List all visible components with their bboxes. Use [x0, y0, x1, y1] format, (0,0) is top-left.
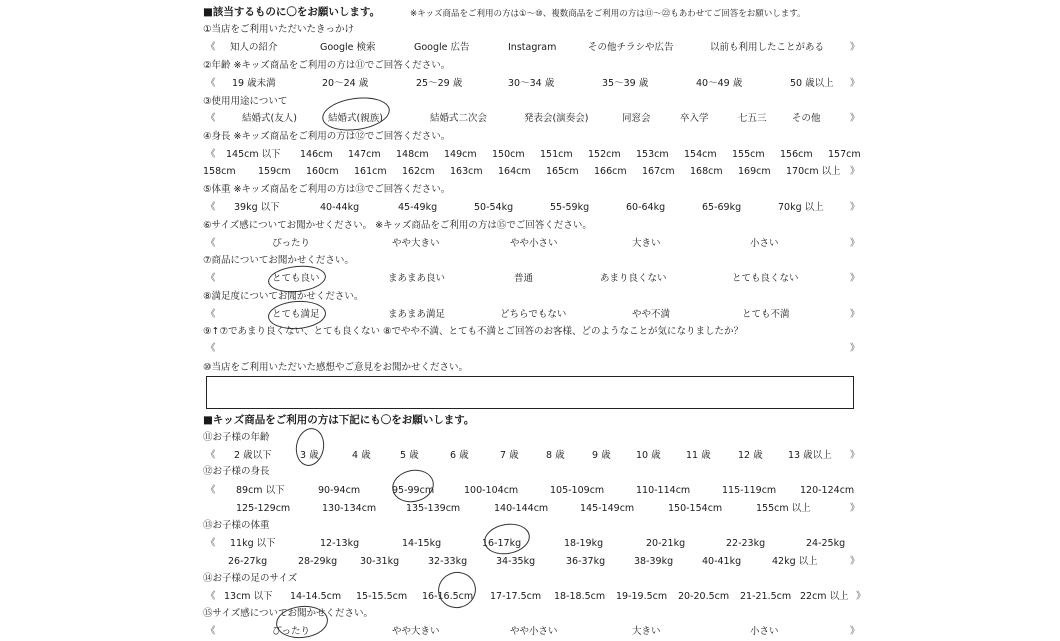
q15-option[interactable]: 小さい [750, 626, 779, 637]
q4-option[interactable]: 148cm [396, 149, 429, 160]
q5-label: ⑤体重 ※キッズ商品をご利用の方は⑬でご回答ください。 [203, 184, 451, 195]
q7-open-bracket: 《 [206, 273, 216, 284]
q2-option[interactable]: 40〜49 歳 [696, 78, 743, 89]
q14-option[interactable]: 16-16.5cm [422, 591, 474, 602]
q3-option[interactable]: 結婚式(友人) [242, 113, 297, 124]
q10-label: ⑩当店をご利用いただいた感想やご意見をお聞かせください。 [203, 362, 469, 373]
q4-option[interactable]: 169cm [738, 166, 771, 177]
q3-option[interactable]: その他 [792, 113, 821, 124]
q12-option[interactable]: 145-149cm [580, 503, 635, 514]
q4-option[interactable]: 153cm [636, 149, 669, 160]
q2-option[interactable]: 30〜34 歳 [508, 78, 555, 89]
q5-option[interactable]: 50-54kg [474, 202, 514, 213]
q12-option[interactable]: 130-134cm [322, 503, 377, 514]
q7-close-bracket: 》 [850, 273, 860, 284]
q11-option[interactable]: 12 歳 [738, 450, 763, 461]
q4-option[interactable]: 160cm [306, 166, 339, 177]
q7-option[interactable]: あまり良くない [600, 273, 667, 284]
q8-option[interactable]: やや不満 [632, 309, 671, 320]
q3-open-bracket: 《 [206, 113, 216, 124]
q2-option[interactable]: 35〜39 歳 [602, 78, 649, 89]
q15-option[interactable]: ぴったり [272, 626, 311, 637]
q12-option[interactable]: 115-119cm [722, 485, 777, 496]
q6-option[interactable]: 小さい [750, 238, 779, 249]
q12-option[interactable]: 105-109cm [550, 485, 605, 496]
q3-option[interactable]: 結婚式二次会 [430, 113, 488, 124]
q11-option[interactable]: 2 歳以下 [234, 450, 272, 461]
q1-option[interactable]: Google 検索 [320, 42, 376, 53]
q13-option[interactable]: 22-23kg [726, 538, 766, 549]
q1-close-bracket: 》 [850, 42, 860, 53]
q5-option[interactable]: 70kg 以上 [778, 202, 824, 213]
q4-option[interactable]: 166cm [594, 166, 627, 177]
q8-option[interactable]: まあまあ満足 [388, 309, 446, 320]
q5-option[interactable]: 45-49kg [398, 202, 438, 213]
q13-option[interactable]: 42kg 以上 [772, 556, 818, 567]
q9-open-bracket: 《 [206, 343, 216, 354]
q4-option[interactable]: 161cm [354, 166, 387, 177]
q2-option[interactable]: 25〜29 歳 [416, 78, 463, 89]
q15-close-bracket: 》 [850, 626, 860, 637]
q11-option[interactable]: 8 歳 [546, 450, 565, 461]
q9-label: ⑨↑⑦であまり良くない、とても良くない ⑧でやや不満、とても不満とご回答のお客様、どのようなことが気になりましたか？ [203, 326, 744, 337]
q5-option[interactable]: 60-64kg [626, 202, 666, 213]
q13-option[interactable]: 20-21kg [646, 538, 686, 549]
q13-option[interactable]: 38-39kg [634, 556, 674, 567]
q12-option[interactable]: 89cm 以下 [236, 485, 285, 496]
q7-option[interactable]: 普通 [514, 273, 534, 284]
q12-option[interactable]: 100-104cm [464, 485, 519, 496]
q5-option[interactable]: 40-44kg [320, 202, 360, 213]
q13-option[interactable]: 28-29kg [298, 556, 338, 567]
q12-option[interactable]: 155cm 以上 [756, 503, 811, 514]
q13-option[interactable]: 11kg 以下 [230, 538, 276, 549]
q4-option[interactable]: 164cm [498, 166, 531, 177]
q8-open-bracket: 《 [206, 309, 216, 320]
q14-option[interactable]: 15-15.5cm [356, 591, 408, 602]
q13-open-bracket: 《 [206, 538, 216, 549]
q6-option[interactable]: やや小さい [510, 238, 558, 249]
q11-option[interactable]: 13 歳以上 [788, 450, 832, 461]
q8-close-bracket: 》 [850, 309, 860, 320]
q3-option[interactable]: 卒入学 [680, 113, 709, 124]
q3-option[interactable]: 結婚式(親族) [328, 113, 383, 124]
q15-option[interactable]: やや小さい [510, 626, 558, 637]
q4-option[interactable]: 167cm [642, 166, 675, 177]
q1-label: ①当店をご利用いただいたきっかけ [203, 24, 355, 35]
q3-label: ③使用用途について [203, 96, 288, 107]
q11-option[interactable]: 10 歳 [636, 450, 661, 461]
q13-option[interactable]: 12-13kg [320, 538, 360, 549]
q4-option[interactable]: 163cm [450, 166, 483, 177]
q13-option[interactable]: 14-15kg [402, 538, 442, 549]
q4-option[interactable]: 170cm 以上 [786, 166, 841, 177]
q14-label: ⑭お子様の足のサイズ [203, 573, 298, 584]
q5-option[interactable]: 39kg 以下 [234, 202, 280, 213]
kids-section-title: ■キッズ商品をご利用の方は下記にも〇をお願いします。 [203, 414, 475, 426]
q7-option[interactable]: とても良くない [732, 273, 799, 284]
q4-label: ④身長 ※キッズ商品をご利用の方は⑫でご回答ください。 [203, 131, 451, 142]
q11-option[interactable]: 6 歳 [450, 450, 469, 461]
q6-option[interactable]: 大きい [632, 238, 661, 249]
q11-option[interactable]: 11 歳 [686, 450, 711, 461]
q4-option[interactable]: 151cm [540, 149, 573, 160]
q4-option[interactable]: 155cm [732, 149, 765, 160]
q4-option[interactable]: 168cm [690, 166, 723, 177]
q13-option[interactable]: 34-35kg [496, 556, 536, 567]
q12-option[interactable]: 120-124cm [800, 485, 855, 496]
q2-option[interactable]: 20〜24 歳 [322, 78, 369, 89]
q13-option[interactable]: 18-19kg [564, 538, 604, 549]
q3-option[interactable]: 同窓会 [622, 113, 651, 124]
q13-option[interactable]: 40-41kg [702, 556, 742, 567]
q4-option[interactable]: 154cm [684, 149, 717, 160]
q4-option[interactable]: 157cm [828, 149, 861, 160]
q1-option[interactable]: その他チラシや広告 [588, 42, 674, 53]
q13-option[interactable]: 26-27kg [228, 556, 268, 567]
q4-close-bracket: 》 [850, 166, 860, 177]
q14-option[interactable]: 22cm 以上 [800, 591, 849, 602]
q15-label: ⑮サイズ感についてお聞かせください。 [203, 608, 374, 619]
q11-close-bracket: 》 [850, 450, 860, 461]
survey-title: ■該当するものに〇をお願いします。 [203, 6, 381, 18]
q4-option[interactable]: 146cm [300, 149, 333, 160]
q11-open-bracket: 《 [206, 450, 216, 461]
q6-option[interactable]: やや大きい [392, 238, 440, 249]
q8-option[interactable]: どちらでもない [500, 309, 567, 320]
q13-option[interactable]: 30-31kg [360, 556, 400, 567]
q4-option[interactable]: 156cm [780, 149, 813, 160]
q14-option[interactable]: 19-19.5cm [616, 591, 668, 602]
q13-label: ⑬お子様の体重 [203, 520, 270, 531]
q5-open-bracket: 《 [206, 202, 216, 213]
q2-open-bracket: 《 [206, 78, 216, 89]
q2-close-bracket: 》 [850, 78, 860, 89]
q2-option[interactable]: 50 歳以上 [790, 78, 834, 89]
q8-label: ⑧満足度についてお聞かせください。 [203, 291, 364, 302]
q7-option[interactable]: まあまあ良い [388, 273, 446, 284]
q14-option[interactable]: 17-17.5cm [490, 591, 542, 602]
q5-option[interactable]: 55-59kg [550, 202, 590, 213]
q11-option[interactable]: 4 歳 [352, 450, 371, 461]
q6-label: ⑥サイズ感についてお聞かせください。 ※キッズ商品をご利用の方は⑮でご回答ください。 [203, 220, 592, 231]
q4-open-bracket: 《 [206, 149, 216, 160]
q1-option[interactable]: 以前も利用したことがある [710, 42, 825, 53]
q1-option[interactable]: Instagram [508, 42, 557, 53]
q12-option[interactable]: 125-129cm [236, 503, 291, 514]
q14-option[interactable]: 20-20.5cm [678, 591, 730, 602]
q5-option[interactable]: 65-69kg [702, 202, 742, 213]
q9-close-bracket: 》 [850, 343, 860, 354]
q8-option[interactable]: とても満足 [272, 309, 320, 320]
q13-option[interactable]: 32-33kg [428, 556, 468, 567]
q1-option[interactable]: Google 広告 [414, 42, 470, 53]
q10-feedback-box[interactable] [206, 376, 854, 409]
q13-close-bracket: 》 [850, 556, 860, 567]
q12-open-bracket: 《 [206, 485, 216, 496]
q13-option[interactable]: 24-25kg [806, 538, 846, 549]
q15-option[interactable]: やや大きい [392, 626, 440, 637]
q1-option[interactable]: 知人の紹介 [230, 42, 278, 53]
q11-option[interactable]: 9 歳 [592, 450, 611, 461]
q7-option[interactable]: とても良い [272, 273, 320, 284]
q11-option[interactable]: 7 歳 [500, 450, 519, 461]
q12-option[interactable]: 140-144cm [494, 503, 549, 514]
q3-close-bracket: 》 [850, 113, 860, 124]
q14-option[interactable]: 18-18.5cm [554, 591, 606, 602]
q6-open-bracket: 《 [206, 238, 216, 249]
q4-option[interactable]: 159cm [258, 166, 291, 177]
q15-option[interactable]: 大きい [632, 626, 661, 637]
q12-option[interactable]: 90-94cm [318, 485, 361, 496]
q4-option[interactable]: 145cm 以下 [226, 149, 281, 160]
q14-open-bracket: 《 [206, 591, 216, 602]
q7-label: ⑦商品についてお聞かせください。 [203, 255, 354, 266]
q4-option[interactable]: 150cm [492, 149, 525, 160]
q12-close-bracket: 》 [850, 503, 860, 514]
q14-option[interactable]: 21-21.5cm [740, 591, 792, 602]
q5-close-bracket: 》 [850, 202, 860, 213]
q11-label: ⑪お子様の年齢 [203, 432, 270, 443]
q14-option[interactable]: 14-14.5cm [290, 591, 342, 602]
q11-option[interactable]: 5 歳 [400, 450, 419, 461]
q13-option[interactable]: 16-17kg [482, 538, 522, 549]
q6-option[interactable]: ぴったり [272, 238, 311, 249]
q3-option[interactable]: 七五三 [738, 113, 767, 124]
q2-option[interactable]: 19 歳未満 [232, 78, 276, 89]
q12-option[interactable]: 110-114cm [636, 485, 691, 496]
q12-option[interactable]: 95-99cm [392, 485, 435, 496]
q4-option[interactable]: 158cm [203, 166, 236, 177]
q14-close-bracket: 》 [856, 591, 866, 602]
q12-option[interactable]: 135-139cm [406, 503, 461, 514]
q13-option[interactable]: 36-37kg [566, 556, 606, 567]
q15-open-bracket: 《 [206, 626, 216, 637]
q14-option[interactable]: 13cm 以下 [224, 591, 273, 602]
survey-note: ※キッズ商品をご利用の方は①〜⑩、複数商品をご利用の方は⑪〜㉒もあわせてご回答をお願いします。 [410, 9, 806, 19]
q4-option[interactable]: 165cm [546, 166, 579, 177]
q1-open-bracket: 《 [206, 42, 216, 53]
q6-close-bracket: 》 [850, 238, 860, 249]
q3-option[interactable]: 発表会(演奏会) [524, 113, 589, 124]
q12-option[interactable]: 150-154cm [668, 503, 723, 514]
q4-option[interactable]: 152cm [588, 149, 621, 160]
q4-option[interactable]: 149cm [444, 149, 477, 160]
q4-option[interactable]: 162cm [402, 166, 435, 177]
q12-label: ⑫お子様の身長 [203, 466, 270, 477]
q8-option[interactable]: とても不満 [742, 309, 790, 320]
q4-option[interactable]: 147cm [348, 149, 381, 160]
handwritten-circle-mark [434, 568, 480, 612]
q2-label: ②年齢 ※キッズ商品をご利用の方は⑪でご回答ください。 [203, 60, 451, 71]
q11-option[interactable]: 3 歳 [300, 450, 319, 461]
